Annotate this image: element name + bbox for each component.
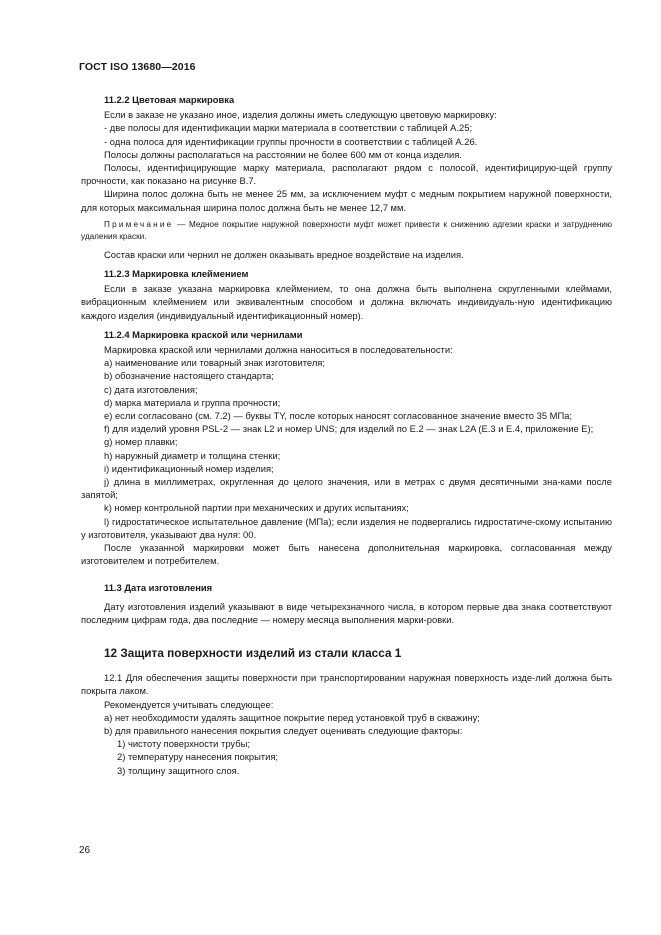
paragraph: Полосы, идентифицирующие марку материала, располагают рядом с полосой, идентифицирую-щей группу прочности, как показано на рисунке В.7. [81,162,612,187]
list-item: а) наименование или товарный знак изготовителя; [104,357,325,369]
heading-11-2-4: 11.2.4 Маркировка краской или чернилами [104,328,303,340]
page-number: 26 [79,845,91,856]
list-item: j) длина в миллиметрах, округленная до целого значения, или в метрах с двумя десятичными зна-ками после запятой; [81,476,612,501]
paragraph: 12.1 Для обеспечения защиты поверхности при транспортировании наружная поверхность изде-лий должна быть покрыта лаком. [81,672,612,697]
note-label: Примечание [104,219,174,229]
sub-list-item: 3) толщину защитного слоя. [117,764,240,776]
sub-list-item: 1) чистоту поверхности трубы; [117,738,250,750]
paragraph: Рекомендуется учитывать следующее: [104,698,274,710]
list-item: h) наружный диаметр и толщина стенки; [104,449,281,461]
paragraph: Дату изготовления изделий указывают в виде четырехзначного числа, в котором первые два знака соответствуют последним цифрам года, два последние — номеру месяца выполнения марки-ровки. [81,600,612,625]
list-item: а) нет необходимости удалять защитное покрытие перед установкой труб в скважину; [104,711,480,723]
sub-list-item: 2) температуру нанесения покрытия; [117,751,279,763]
note-text: — Медное покрытие наружной поверхности муфт может привести к снижению адгезии краски и затруднению удаления краски. [81,219,612,241]
heading-11-2-2: 11.2.2 Цветовая маркировка [104,94,235,105]
paragraph: Маркировка краской или чернилами должна наноситься в последовательности: [104,344,453,356]
paragraph: Полосы должны располагаться на расстоянии не более 600 мм от конца изделия. [104,148,462,160]
list-item: g) номер плавки; [104,436,178,448]
list-item: с) дата изготовления; [104,383,198,395]
list-item: f) для изделий уровня PSL-2 — знак L2 и номер UNS; для изделий по Е.2 — знак L2A (Е.3 и Е.4, приложение Е); [104,423,594,435]
heading-11-3: 11.3 Дата изготовления [104,581,213,593]
list-item: е) если согласовано (см. 7.2) — буквы TY, после которых наносят согласованное значение вместо 35 МПа; [104,410,573,422]
heading-12: 12 Защита поверхности изделий из стали класса 1 [104,646,402,661]
list-item: - одна полоса для идентификации группы прочности в соответствии с таблицей А.26. [104,135,478,147]
list-item: b) для правильного нанесения покрытия следует оценивать следующие факторы: [104,724,463,736]
list-item: d) марка материала и группа прочности; [104,396,281,408]
paragraph: Если в заказе не указано иное, изделия должны иметь следующую цветовую маркировку: [104,109,497,121]
paragraph: После указанной маркировки может быть нанесена дополнительная маркировка, согласованная между изготовителем и потребителем. [81,542,612,567]
paragraph: Состав краски или чернил не должен оказывать вредное воздействие на изделия. [104,248,464,260]
list-item: k) номер контрольной партии при механических и других испытаниях; [104,502,409,514]
list-item: i) идентификационный номер изделия; [104,462,274,474]
heading-11-2-3: 11.2.3 Маркировка клеймением [104,268,249,280]
note [81,219,612,243]
page-body [81,93,612,777]
list-item: l) гидростатическое испытательное давление (МПа); если изделия не подвергались гидростатиче-скому испытанию у изготовителя, указывают два нуля: 00. [81,515,612,540]
standard-header: ГОСТ ISO 13680—2016 [79,61,196,73]
list-item: b) обозначение настоящего стандарта; [104,370,274,382]
list-item: - две полосы для идентификации марки материала в соответствии с таблицей А.25; [104,122,473,134]
paragraph: Ширина полос должна быть не менее 25 мм, за исключением муфт с медным покрытием наружной поверхности, для которых максимальная ширина полос должна быть не менее 12,7 мм. [81,188,612,213]
paragraph: Если в заказе указана маркировка клеймением, то она должна быть выполнена скругленными клеймами, вибрационным клеймением или эквивалентным способом и должна включать индивидуаль-ную идентификацию каждого изделия (индивидуальный идентификационный номер). [81,283,612,321]
